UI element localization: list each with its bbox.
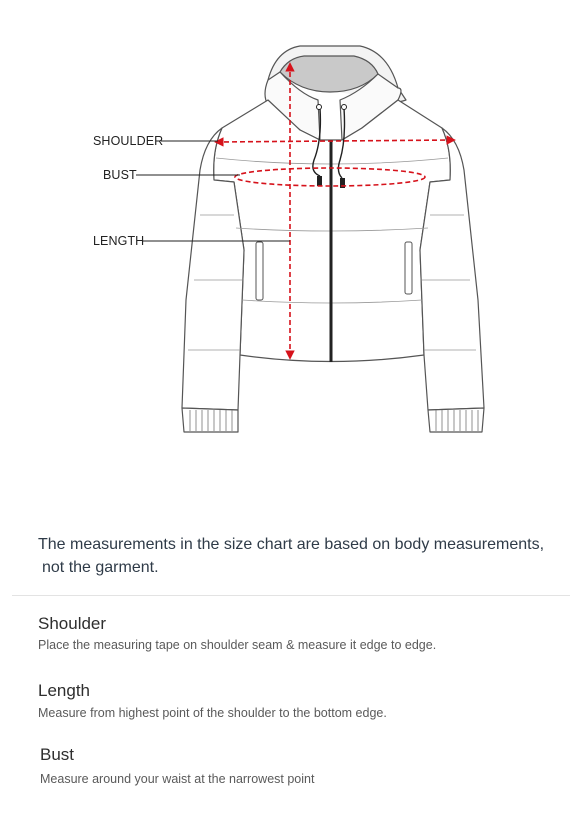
length-section-title: Length	[38, 681, 90, 700]
length-section-description: Measure from highest point of the shoulder to the bottom edge.	[38, 706, 387, 720]
shoulder-section-description: Place the measuring tape on shoulder seam & measure it edge to edge.	[38, 638, 437, 652]
note-line-1: The measurements in the size chart are based on body measurements,	[38, 536, 545, 553]
length-label: LENGTH	[93, 234, 145, 248]
bust-label: BUST	[103, 168, 137, 182]
bust-section-title: Bust	[40, 745, 75, 764]
shoulder-label: SHOULDER	[93, 134, 164, 148]
bust-section-description: Measure around your waist at the narrowest point	[40, 772, 315, 786]
shoulder-section-title: Shoulder	[38, 614, 107, 633]
divider	[12, 595, 570, 596]
measurement-note	[38, 533, 558, 579]
note-line-2: not the garment.	[42, 559, 159, 576]
